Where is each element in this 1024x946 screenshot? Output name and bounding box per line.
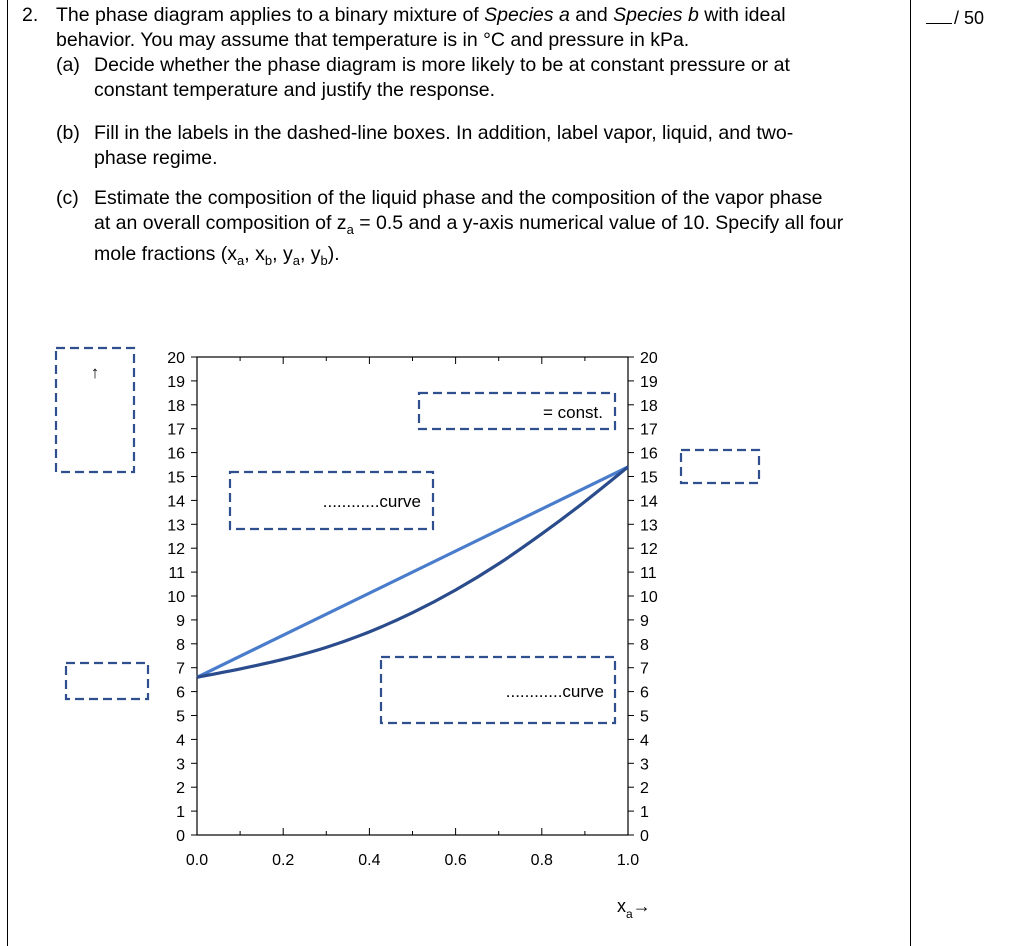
- x-tick-label: 0.4: [358, 852, 381, 869]
- y-tick-label-left: 10: [167, 589, 185, 606]
- score-total: / 50: [954, 8, 985, 28]
- y-tick-label-right: 5: [640, 708, 649, 726]
- y-tick-label-right: 6: [640, 684, 649, 702]
- x-axis-label: $x_a\to$: [617, 896, 651, 921]
- y-tick-label-left: 0: [176, 828, 185, 845]
- y-tick-label-left: 13: [167, 517, 185, 535]
- part-c-line3: mole fractions (x: [94, 242, 238, 265]
- y-tick-label-left: 14: [167, 493, 185, 511]
- y-tick-label-right: 1: [640, 804, 649, 822]
- part-b-line1: Fill in the labels in the dashed-line boxes. In addition, label vapor, liquid, and two-: [94, 122, 794, 144]
- intro-text: The phase diagram applies to a binary mixture of: [56, 4, 485, 26]
- y-tick-label-left: 17: [167, 421, 185, 439]
- part-b-line2: phase regime.: [94, 147, 218, 169]
- y-tick-label-left: 16: [167, 445, 185, 463]
- subscript: a: [292, 252, 300, 268]
- y-tick-label-right: 11: [640, 565, 657, 583]
- y-tick-label-left: 18: [167, 397, 185, 415]
- y-tick-label-left: 12: [167, 541, 185, 559]
- y-tick-label-right: 17: [640, 421, 658, 439]
- intro-and: and: [569, 4, 614, 26]
- y-tick-label-left: 4: [176, 732, 185, 750]
- y-tick-label-left: 11: [168, 565, 185, 583]
- x-tick-label: 0.0: [185, 852, 209, 869]
- y-tick-label-right: 2: [640, 780, 649, 798]
- y-tick-label-left: 7: [176, 660, 185, 678]
- y-tick-label-right: 15: [640, 469, 658, 487]
- part-a-label: (a): [56, 54, 80, 76]
- intro-text-end: with ideal: [698, 4, 786, 26]
- x-tick-label: 0.2: [272, 852, 295, 869]
- part-c-label: (c): [56, 187, 79, 209]
- y-tick-label-left: 2: [176, 780, 185, 798]
- y-tick-label-right: 4: [640, 732, 649, 750]
- subscript: b: [320, 252, 328, 268]
- y-tick-label-right: 13: [640, 517, 658, 535]
- part-c-line2: at an overall composition of z: [94, 212, 347, 234]
- subscript: b: [264, 252, 273, 268]
- x-tick-label: 0.8: [530, 852, 553, 869]
- y-tick-label-right: 18: [640, 397, 658, 415]
- y-tick-label-right: 9: [640, 612, 649, 630]
- y-tick-label-left: 5: [176, 708, 185, 726]
- y-tick-label-left: 1: [176, 804, 185, 822]
- y-tick-label-right: 0: [640, 828, 649, 845]
- y-tick-label-right: 12: [640, 541, 658, 559]
- y-tick-label-right: 14: [640, 493, 658, 511]
- intro-line2: behavior. You may assume that temperature is in °C and pressure in kPa.: [56, 29, 690, 51]
- part-b-label: (b): [56, 122, 80, 144]
- y-tick-label-left: 3: [176, 756, 185, 774]
- x-tick-label: 1.0: [616, 852, 640, 869]
- part-a-line2: constant temperature and justify the response.: [94, 79, 496, 101]
- x-tick-label: 0.6: [444, 852, 467, 869]
- subscript-a: a: [346, 221, 354, 237]
- part-c-line3-end: ).: [327, 242, 340, 265]
- part-a-line1: Decide whether the phase diagram is more likely to be at constant pressure or at: [94, 54, 790, 76]
- y-tick-label-right: 10: [640, 589, 658, 606]
- y-tick-label-right: 8: [640, 636, 649, 654]
- y-tick-label-left: 15: [167, 469, 185, 487]
- y-tick-label-left: 9: [176, 612, 185, 630]
- lower-curve-label: ............curve: [505, 682, 604, 701]
- y-tick-label-right: 3: [640, 756, 649, 774]
- y-tick-label-right: 20: [640, 350, 658, 367]
- separator: , y: [299, 242, 321, 265]
- y-tick-label-right: 7: [640, 660, 649, 678]
- separator: , y: [272, 242, 293, 265]
- part-c-line2-end: = 0.5 and a y-axis numerical value of 10. Specify all four: [353, 212, 844, 234]
- right-value-box[interactable]: [681, 450, 759, 483]
- subscript: a: [237, 252, 245, 268]
- y-tick-label-left: 8: [176, 636, 185, 654]
- species-b: Species b: [613, 4, 699, 26]
- y-tick-label-left: 6: [176, 684, 185, 702]
- upper-curve-label: ............curve: [322, 492, 421, 511]
- y-tick-label-left: 20: [167, 350, 185, 367]
- left-value-box[interactable]: [66, 663, 148, 699]
- y-tick-label-right: 16: [640, 445, 658, 463]
- question-number: 2.: [22, 4, 39, 26]
- y-tick-label-left: 19: [167, 373, 185, 391]
- separator: , x: [244, 242, 265, 265]
- const-label: = const.: [542, 403, 603, 422]
- part-c-line1: Estimate the composition of the liquid phase and the composition of the vapor phase: [94, 187, 823, 209]
- plot-axes: [167, 350, 658, 869]
- y-tick-label-right: 19: [640, 373, 658, 391]
- species-a: Species a: [484, 4, 570, 26]
- up-arrow-icon: ↑: [90, 363, 100, 382]
